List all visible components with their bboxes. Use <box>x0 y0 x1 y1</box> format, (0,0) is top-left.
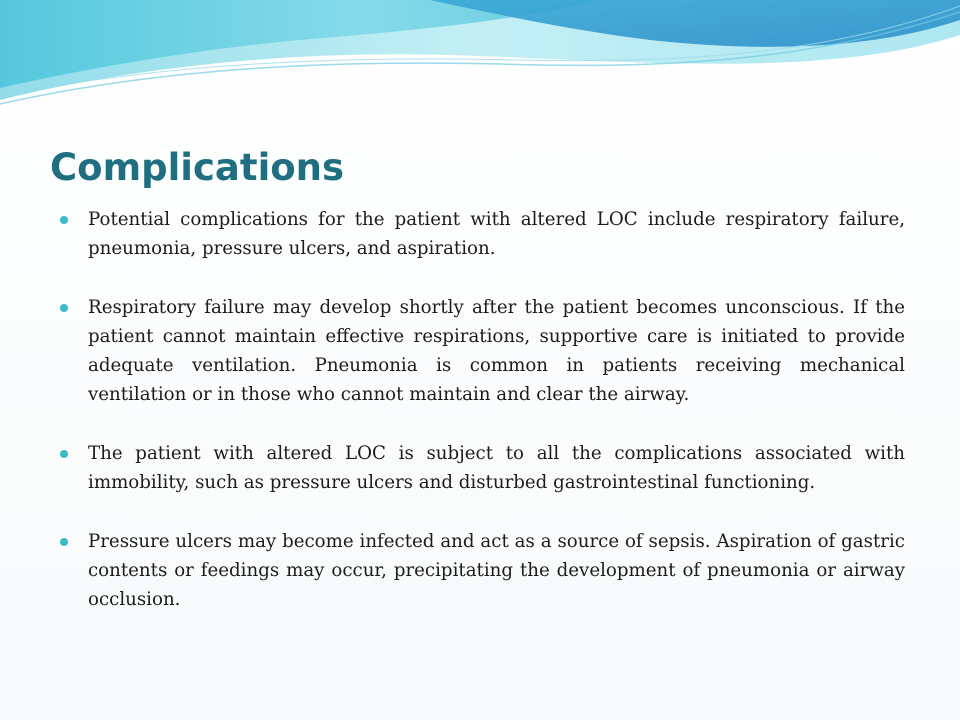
header-wave-decoration <box>0 0 960 120</box>
bullet-dot-icon <box>60 450 68 458</box>
bullet-dot-icon <box>60 304 68 312</box>
bullet-text: The patient with altered LOC is subject to all the complications associated with immobility, such as pressure ulcers and disturbed gastrointestinal functioning. <box>88 443 905 493</box>
bullet-item <box>60 293 905 409</box>
bullet-text: Respiratory failure may develop shortly after the patient becomes unconscious. If the patient cannot maintain effective respirations, supportive care is initiated to provide adequate ventilation. Pneumonia is common in patients receiving mechanical ventilation or in those who cannot maintain and clear the airway. <box>88 297 905 405</box>
bullet-dot-icon <box>60 538 68 546</box>
bullet-item <box>60 439 905 497</box>
bullet-item <box>60 527 905 614</box>
bullet-text: Pressure ulcers may become infected and act as a source of sepsis. Aspiration of gastric contents or feedings may occur, precipitating the development of pneumonia or airway occlusion. <box>88 531 905 610</box>
bullet-item <box>60 205 905 263</box>
bullet-list <box>60 205 905 644</box>
bullet-dot-icon <box>60 216 68 224</box>
slide-title: Complications <box>50 146 345 189</box>
bullet-text: Potential complications for the patient with altered LOC include respiratory failure, pneumonia, pressure ulcers, and aspiration. <box>88 209 905 259</box>
